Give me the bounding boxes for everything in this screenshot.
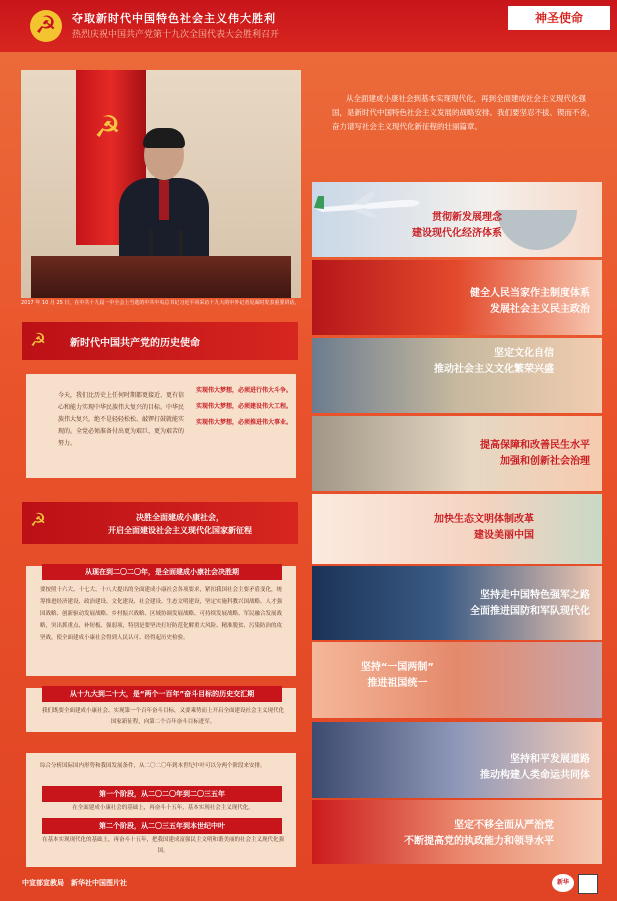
point-item: 实现伟大梦想，必须建设伟大工程。	[196, 403, 293, 410]
tile-line1: 坚持“一国两制”	[360, 662, 434, 673]
tile-text	[361, 660, 434, 692]
section2-title	[80, 511, 280, 537]
tile-line2: 加强和创新社会治理	[500, 456, 590, 467]
section1-banner	[22, 322, 298, 360]
hammer-sickle-icon: ☭	[30, 330, 47, 351]
tile-text	[434, 346, 554, 378]
point-item: 实现伟大梦想，必须进行伟大斗争。	[196, 387, 293, 394]
tile-line1: 加快生态文明体制改革	[434, 514, 534, 525]
tile-line1: 坚定文化自信	[494, 348, 554, 359]
tile-line1: 贯彻新发展理念	[432, 212, 502, 223]
tile-line1: 健全人民当家作主制度体系	[470, 288, 590, 299]
section2-text2: 我们既要全面建成小康社会、实现第一个百年奋斗目标，又要乘势而上开启全面建设社会主义现代化国家新征程，向第二个百年奋斗目标进军。	[41, 708, 284, 725]
section1-points	[196, 386, 296, 434]
podium	[31, 256, 291, 298]
tile-text	[470, 286, 590, 318]
tile-livelihood	[312, 416, 602, 491]
tile-line1: 提高保障和改善民生水平	[480, 440, 590, 451]
main-photo	[21, 70, 301, 298]
tile-peace	[312, 722, 602, 798]
section2-panel-1	[26, 566, 296, 676]
section2-text1: 要按照十六大、十七大、十八大提出的全面建成小康社会各项要求，紧扣我国社会主要矛盾变化，统筹推进经济建设、政治建设、文化建设、社会建设、生态文明建设，坚定实施科教兴国战略、人才强国战略、创新驱动发展战略、乡村振兴战略、区域协调发展战略、可持续发展战略、军民融合发展战略，突出抓重点、补短板、强弱项，特别是要坚决打好防范化解重大风险、精准脱贫、污染防治的攻坚战，使全面建成小康社会得到人民认可、经得起历史检验。	[40, 587, 283, 641]
xinhua-logo-icon: 新华	[552, 874, 574, 892]
section1-panel	[26, 374, 296, 478]
section2-text3: 综合分析国际国内形势和我国发展条件，从二〇二〇年到本世纪中叶可以分两个阶段来安排。	[40, 763, 266, 769]
section2-sub1: 从现在到二〇二〇年，是全面建成小康社会决胜期	[42, 564, 282, 580]
footer-credit: 中宣部宣教局 新华社中国图片社	[22, 879, 127, 887]
tile-line2: 推进祖国统一	[367, 678, 428, 689]
tile-line2: 不断提高党的执政能力和领导水平	[404, 836, 554, 847]
airplane-icon	[312, 190, 422, 220]
tile-economy	[312, 182, 602, 257]
header-tag: 神圣使命	[508, 6, 610, 30]
tile-line2: 推动构建人类命运共同体	[480, 770, 590, 781]
tile-line2: 推动社会主义文化繁荣兴盛	[434, 364, 554, 375]
tile-text	[434, 512, 534, 544]
tile-text	[480, 752, 590, 784]
section2-text4: 在全面建成小康社会的基础上，再奋斗十五年，基本实现社会主义现代化。	[72, 805, 254, 811]
tile-ecology	[312, 494, 602, 564]
header-title: 夺取新时代中国特色社会主义伟大胜利	[72, 12, 276, 25]
tile-text	[480, 438, 590, 470]
tile-line2: 发展社会主义民主政治	[490, 304, 590, 315]
tile-culture	[312, 338, 602, 413]
radio-telescope-icon	[497, 210, 577, 250]
party-emblem-icon	[30, 10, 62, 42]
tile-text	[470, 588, 590, 620]
section2-text5: 在基本实现现代化的基础上，再奋斗十五年，把我国建成富强民主文明和谐美丽的社会主义现代化强国。	[41, 837, 284, 854]
section2-title-line1: 决胜全面建成小康社会，	[136, 513, 224, 522]
tile-line1: 坚持和平发展道路	[510, 754, 590, 765]
tile-line2: 全面推进国防和军队现代化	[470, 606, 590, 617]
point-item: 实现伟大梦想，必须推进伟大事业。	[196, 419, 293, 426]
tile-democracy	[312, 260, 602, 335]
photo-caption: 2017 年 10 月 25 日，在中共十九届一中全会上当选的中共中央总书记习近平同采访十九大的中外记者见面时发表重要讲话。	[21, 300, 300, 306]
party-flag-icon: ☭	[76, 70, 146, 245]
tile-line1: 坚持走中国特色强军之路	[480, 590, 590, 601]
tile-military	[312, 566, 602, 640]
tile-line2: 建设美丽中国	[474, 530, 534, 541]
tile-text	[404, 818, 554, 850]
qr-code-icon	[578, 874, 598, 894]
section2-banner	[22, 502, 298, 544]
speaker-figure	[119, 130, 209, 270]
section2-panel-3	[26, 753, 296, 867]
section1-text: 今天，我们比历史上任何时期都更接近、更有信心和能力实现中华民族伟大复兴的目标。中华民族伟大复兴，绝不是轻轻松松、敲锣打鼓就能实现的。全党必须准备付出更为艰巨、更为艰苦的努力。	[58, 392, 185, 447]
section2-sub4: 第二个阶段，从二〇三五年到本世纪中叶	[42, 818, 282, 834]
section2-sub3: 第一个阶段，从二〇二〇年到二〇三五年	[42, 786, 282, 802]
tile-text	[412, 210, 502, 242]
section2-sub2: 从十九大到二十大，是“两个一百年”奋斗目标的历史交汇期	[42, 686, 282, 702]
hammer-sickle-icon: ☭	[30, 510, 47, 531]
section2-title-line2: 开启全面建设社会主义现代化国家新征程	[108, 526, 252, 535]
intro-paragraph: 从全面建成小康社会到基本实现现代化，再到全面建成社会主义现代化强国，是新时代中国特色社会主义发展的战略安排。我们要坚忍不拔、锲而不舍，奋力谱写社会主义现代化新征程的壮丽篇章。	[332, 94, 595, 131]
tile-line2: 建设现代化经济体系	[412, 228, 502, 239]
tile-line1: 坚定不移全面从严治党	[454, 820, 554, 831]
header-subtitle: 热烈庆祝中国共产党第十九次全国代表大会胜利召开	[72, 30, 280, 40]
header-banner	[0, 0, 617, 52]
tile-party-governance	[312, 800, 602, 864]
section1-title: 新时代中国共产党的历史使命	[70, 338, 200, 349]
tile-reunification	[312, 642, 602, 718]
